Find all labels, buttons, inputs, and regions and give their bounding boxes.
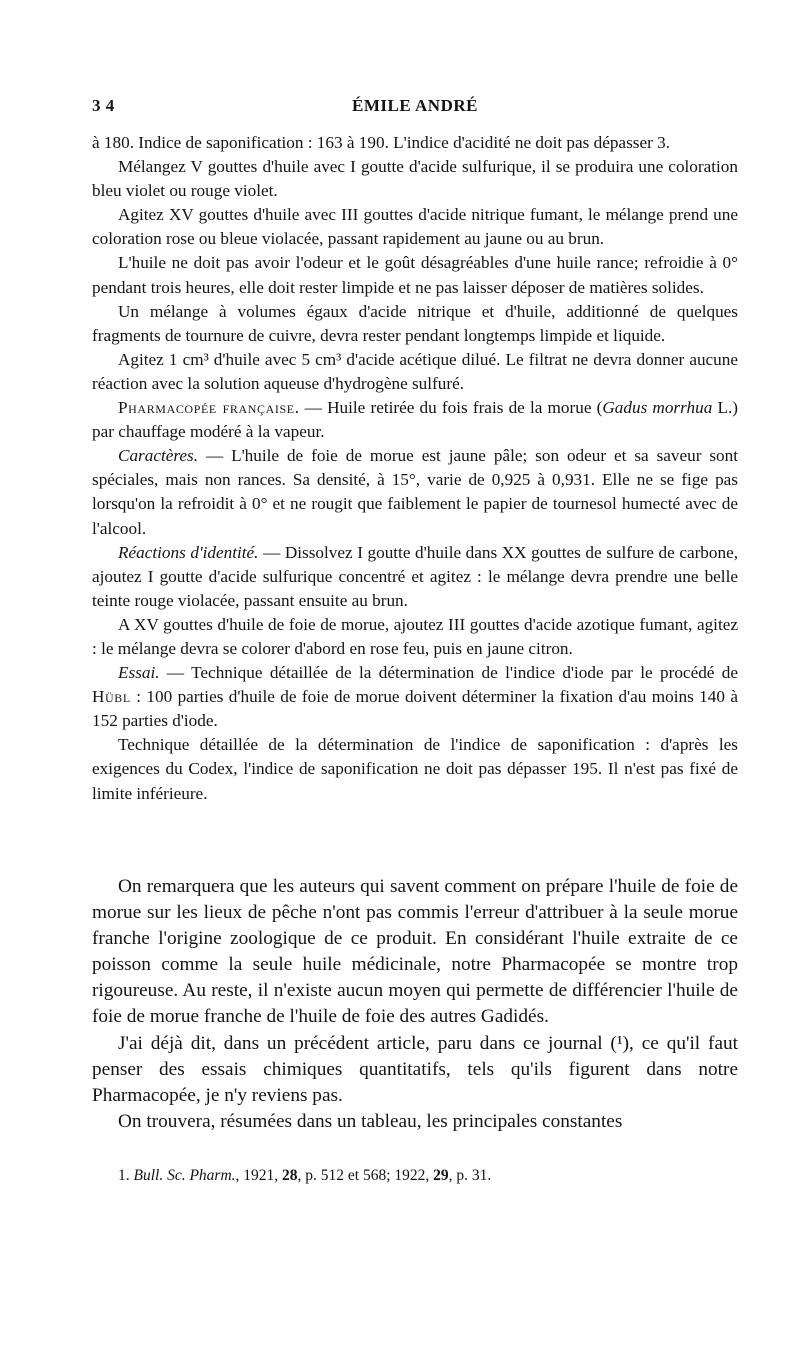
- paragraph: Agitez 1 cm³ d'huile avec 5 cm³ d'acide acétique dilué. Le filtrat ne devra donner aucune réaction avec la solution aqueuse d'hydrogène sulfuré.: [92, 349, 738, 393]
- paragraph-text: : 100 parties d'huile de foie de morue doivent déterminer la fixation d'au moins 140 à 152 parties d'iode.: [92, 687, 738, 731]
- running-header: [92, 96, 738, 124]
- paragraph-text: L.) par chauffage modéré à la vapeur.: [92, 398, 738, 442]
- volume-number: 29: [433, 1167, 449, 1184]
- paragraph: On remarquera que les auteurs qui savent comment on prépare l'huile de foie de morue sur les lieux de pêche n'ont pas commis l'erreur d'attribuer à la seule morue franche l'origine zoologique de ce produit. En considérant l'huile extraite de ce poisson comme la seule huile médicinale, notre Pharmacopée se montre trop rigoureuse. Au reste, il n'existe aucun moyen qui permette de différencier l'huile de foie de morue franche de l'huile de foie des autres Gadidés.: [92, 876, 738, 1028]
- section-lead: Caractères.: [118, 446, 199, 466]
- paragraph: Agitez XV gouttes d'huile avec III gouttes d'acide nitrique fumant, le mélange prend une coloration rose ou bleue violacée, passant rapidement au jaune ou au brun.: [92, 205, 738, 249]
- section-lead: Essai.: [118, 663, 160, 683]
- footnote-text: , p. 31.: [448, 1167, 492, 1184]
- page-number: 3 4: [92, 96, 115, 115]
- paragraph-text: — Dissolvez I goutte d'huile dans XX gouttes de sulfure de carbone, ajoutez I goutte d'acide sulfurique concentré et agitez : le mélange devra prendre une belle teinte rouge violacée, passant ensuite au brun.: [92, 542, 739, 610]
- paragraph: Technique détaillée de la détermination de l'indice de saponification : d'après les exigences du Codex, l'indice de saponification ne doit pas dépasser 195. Il n'est pas fixé de limite inférieure.: [92, 735, 738, 803]
- section-lead: Pharmacopée française.: [118, 398, 300, 418]
- paragraph: à 180. Indice de saponification : 163 à 190. L'indice d'acidité ne doit pas dépasser 3.: [92, 133, 670, 152]
- paragraph-text: — Huile retirée du fois frais de la morue (: [299, 398, 603, 418]
- paragraph: Mélangez V gouttes d'huile avec I goutte d'acide sulfurique, il se produira une coloration bleu violet ou rouge violet.: [92, 157, 738, 201]
- paragraph: A XV gouttes d'huile de foie de morue, ajoutez III gouttes d'acide azotique fumant, agitez : le mélange devra se colorer d'abord en rose feu, puis en jaune citron.: [92, 614, 738, 658]
- paragraph: Un mélange à volumes égaux d'acide nitrique et d'huile, additionné de quelques fragments de tournure de cuivre, devra rester pendant longtemps limpide et liquide.: [92, 301, 738, 345]
- body-text: [92, 874, 738, 1135]
- footnote: [92, 1166, 738, 1186]
- species-name: Gadus morrhua: [602, 398, 713, 418]
- footnote-number: 1.: [118, 1167, 134, 1184]
- paragraph: J'ai déjà dit, dans un précédent article, paru dans ce journal (¹), ce qu'il faut penser des essais chimiques quantitatifs, tels qu'ils figurent dans notre Pharmacopée, je n'y reviens pas.: [92, 1032, 738, 1106]
- paragraph: [92, 396, 738, 444]
- paragraph: On trouvera, résumées dans un tableau, les principales constantes: [118, 1110, 623, 1132]
- paragraph: [92, 541, 738, 613]
- section-lead: Réactions d'identité.: [118, 542, 259, 562]
- footnote-text: , p. 512 et 568; 1922,: [297, 1167, 434, 1184]
- paragraph: L'huile ne doit pas avoir l'odeur et le goût désagréables d'une huile rance; refroidie à 0° pendant trois heures, elle doit rester limpide et ne pas laisser déposer de matières solides.: [92, 253, 738, 297]
- paragraph-text: — L'huile de foie de morue est jaune pâle; son odeur et sa saveur sont spéciales, mais non rances. Sa densité, à 15°, varie de 0,925 à 0,931. Elle ne se fige pas lorsqu'on la refroidit à 0° et ne rougit que faiblement le papier de tournesol humecté avec de l'alcool.: [92, 446, 738, 538]
- footnote-text: , 1921,: [235, 1167, 283, 1184]
- paragraph-text: — Technique détaillée de la détermination de l'indice d'iode par le procédé de: [159, 663, 738, 683]
- pharmacopoeia-extract: [92, 131, 738, 806]
- journal-title: Bull. Sc. Pharm.: [133, 1167, 236, 1184]
- paragraph: [92, 661, 738, 733]
- running-title: ÉMILE ANDRÉ: [352, 96, 478, 115]
- person-name: Hübl: [92, 687, 131, 707]
- volume-number: 28: [282, 1167, 298, 1184]
- paragraph: [92, 444, 738, 540]
